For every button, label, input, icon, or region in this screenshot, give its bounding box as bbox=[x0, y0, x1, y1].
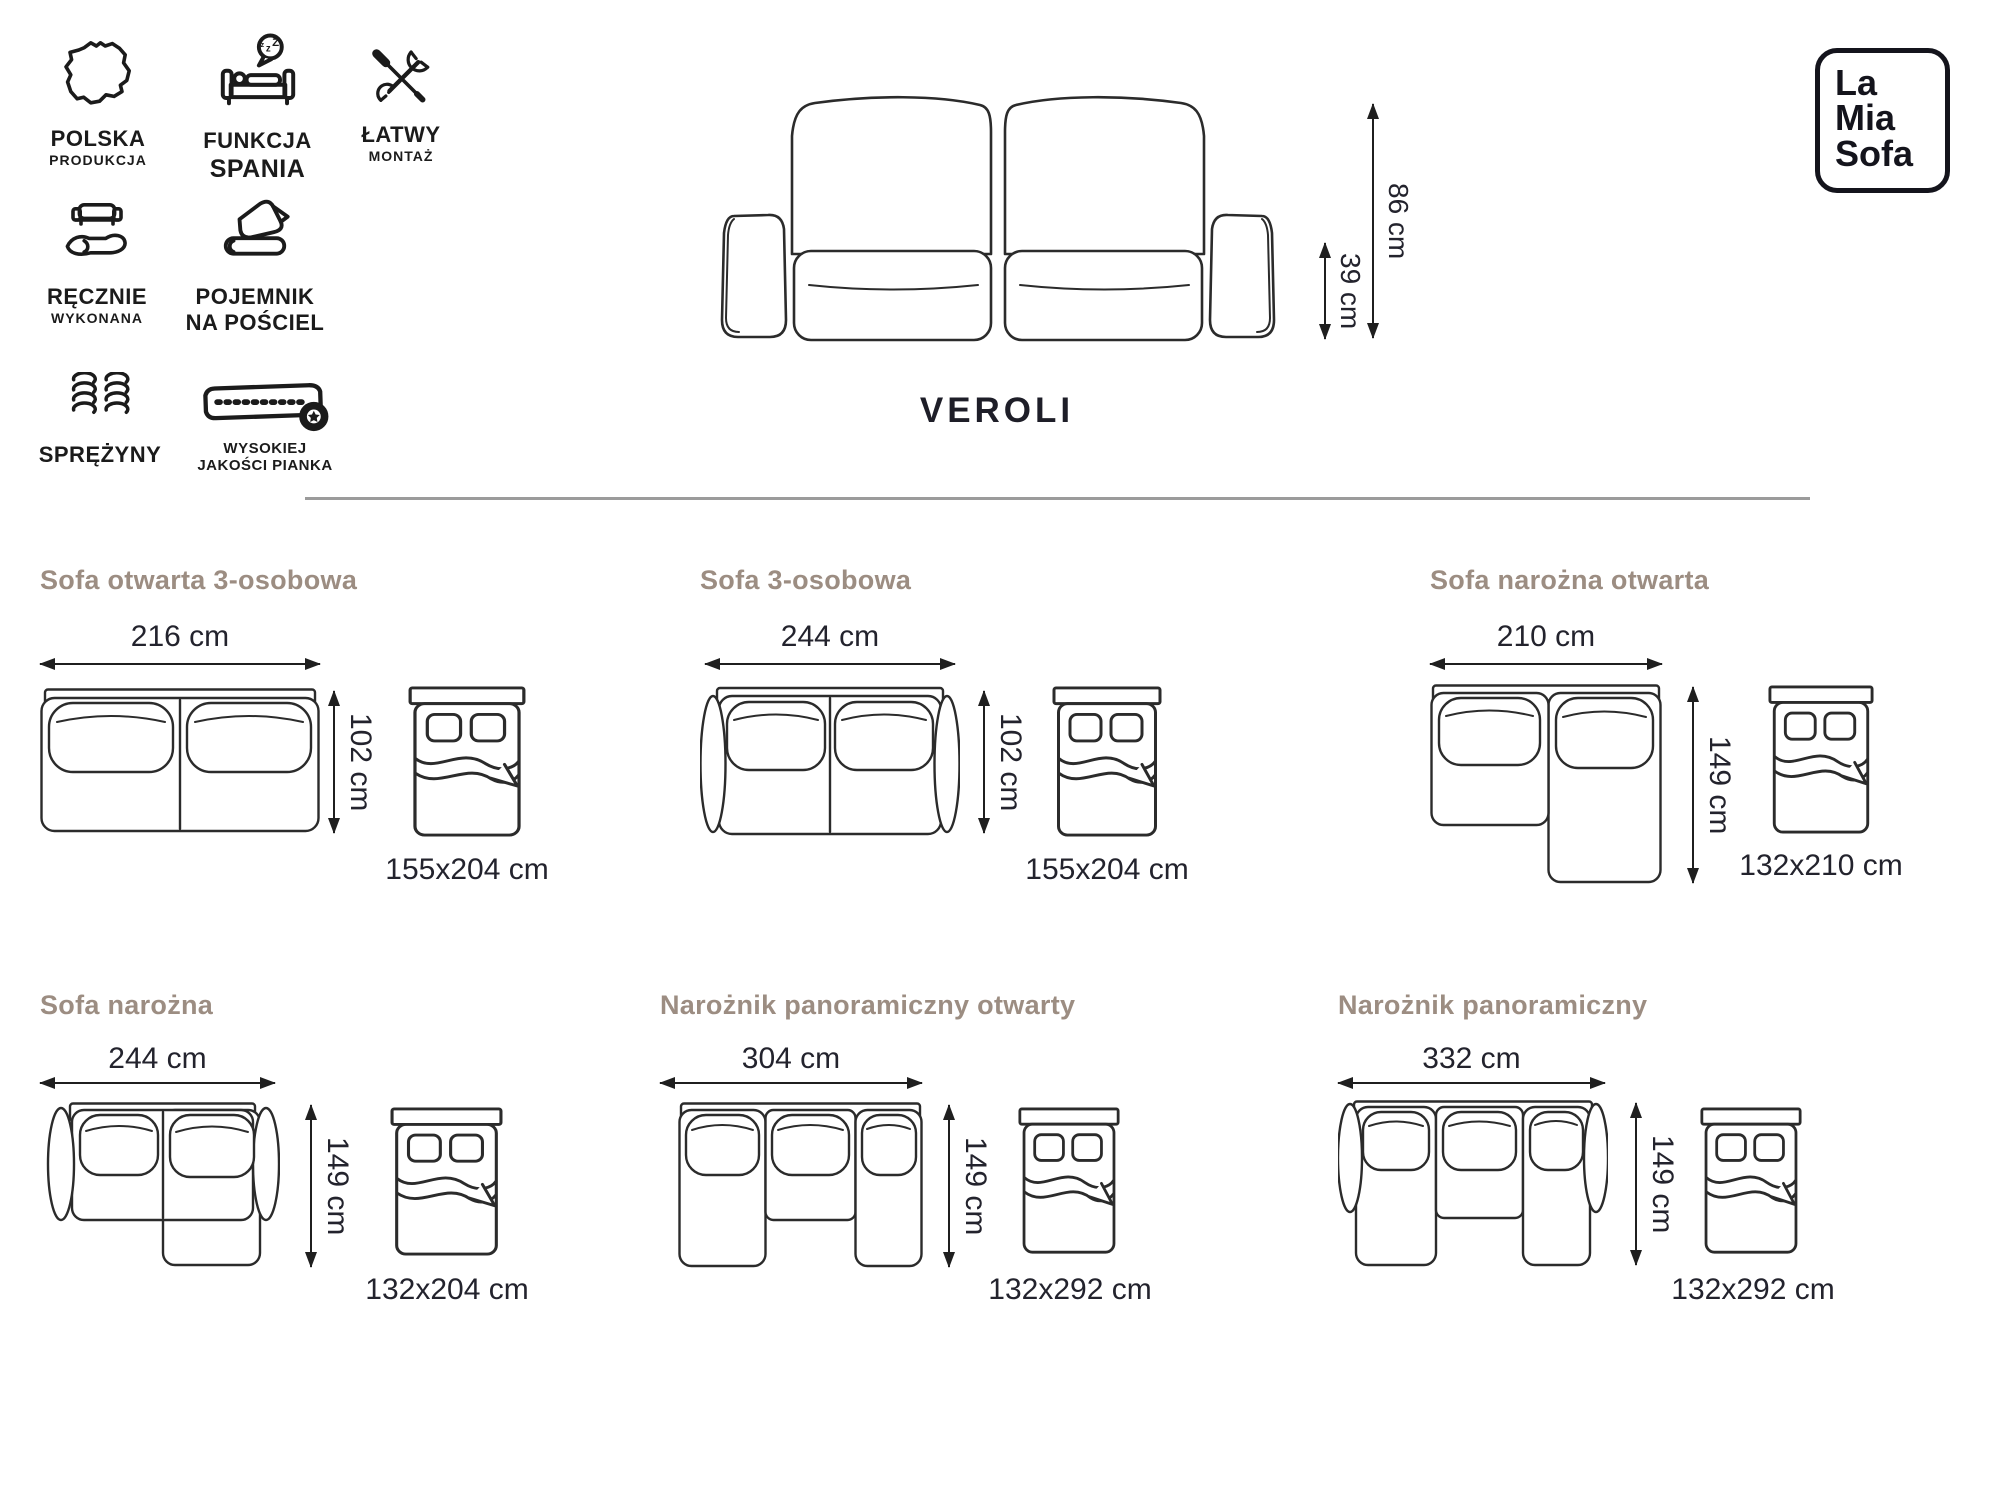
variant-sofa-narozna-otwarta bbox=[1430, 565, 1950, 905]
brand-logo-line: La bbox=[1835, 62, 1878, 103]
variant-depth-arrow bbox=[333, 691, 335, 833]
badge-sublabel: JAKOŚCI PIANKA bbox=[197, 457, 333, 474]
hero-seat-height-label: 39 cm bbox=[1335, 252, 1366, 330]
badge-polska-produkcja bbox=[28, 38, 168, 168]
badge-sublabel: MONTAŻ bbox=[368, 148, 434, 164]
product-name: VEROLI bbox=[919, 391, 1075, 430]
brand-logo-line: Sofa bbox=[1835, 132, 1914, 174]
variant-title: Sofa narożna otwarta bbox=[1430, 565, 1710, 595]
bedding-container-icon bbox=[180, 190, 330, 276]
badge-sublabel: NA POŚCIEL bbox=[185, 310, 325, 335]
variant-depth-arrow bbox=[1635, 1103, 1637, 1265]
bed-size-label: 132x292 cm bbox=[988, 1273, 1152, 1306]
hero-height-label: 86 cm bbox=[1383, 182, 1414, 260]
bed-top-view bbox=[1018, 1107, 1120, 1260]
poland-map-icon bbox=[28, 38, 168, 118]
bed-size-label: 132x292 cm bbox=[1671, 1273, 1835, 1306]
hero-sofa-front-view bbox=[712, 88, 1284, 348]
sofa-top-view bbox=[40, 688, 320, 838]
svg-text:z: z bbox=[265, 43, 271, 55]
bed-top-view bbox=[1700, 1107, 1802, 1260]
variant-width-arrow bbox=[40, 663, 320, 665]
variant-depth-label: 102 cm bbox=[994, 712, 1027, 812]
badge-label: POJEMNIK bbox=[195, 284, 315, 309]
badge-sprezyny bbox=[30, 372, 170, 468]
variant-sofa-3-osobowa bbox=[700, 565, 1220, 905]
variant-depth-arrow bbox=[948, 1105, 950, 1267]
variant-width-label: 210 cm bbox=[1496, 620, 1596, 653]
bed-top-view bbox=[390, 1107, 503, 1262]
svg-text:Z: Z bbox=[271, 37, 279, 50]
sofa-top-view bbox=[40, 1102, 280, 1273]
bed-size-label: 155x204 cm bbox=[1025, 853, 1189, 886]
variant-title: Narożnik panoramiczny bbox=[1338, 990, 1648, 1020]
badge-label: RĘCZNIE bbox=[46, 284, 148, 309]
handmade-icon bbox=[27, 196, 167, 276]
variant-width-label: 244 cm bbox=[780, 620, 880, 653]
badge-funkcja-spania bbox=[185, 32, 330, 184]
variant-title: Sofa otwarta 3-osobowa bbox=[40, 565, 358, 595]
variant-width-arrow bbox=[705, 663, 955, 665]
sofa-top-view bbox=[700, 686, 960, 841]
variant-width-arrow bbox=[40, 1082, 275, 1084]
badge-sublabel: SPANIA bbox=[209, 155, 306, 183]
variant-depth-label: 149 cm bbox=[1646, 1134, 1679, 1234]
badge-sublabel: WYKONANA bbox=[51, 310, 143, 326]
badge-latwy-montaz bbox=[331, 42, 471, 164]
variant-title: Narożnik panoramiczny otwarty bbox=[660, 990, 1076, 1020]
bed-top-view bbox=[408, 686, 526, 843]
section-divider bbox=[305, 497, 1810, 500]
badge-sublabel: PRODUKCJA bbox=[49, 152, 147, 168]
variant-depth-label: 149 cm bbox=[959, 1136, 992, 1236]
quality-foam-icon bbox=[185, 376, 345, 434]
variant-depth-label: 149 cm bbox=[1703, 735, 1736, 835]
badge-label: ŁATWY bbox=[361, 122, 441, 147]
hero-seat-height-arrow bbox=[1324, 243, 1326, 339]
badge-pojemnik-na-posciel bbox=[180, 190, 330, 336]
svg-text:z: z bbox=[260, 41, 264, 49]
brand-logo-line: Mia bbox=[1835, 97, 1896, 139]
sofa-top-view bbox=[678, 1102, 923, 1273]
badge-wysokiej-jakosci-pianka bbox=[185, 376, 345, 474]
bed-size-label: 155x204 cm bbox=[385, 853, 549, 886]
bed-size-label: 132x204 cm bbox=[365, 1273, 529, 1306]
variant-width-arrow bbox=[1430, 663, 1662, 665]
variant-depth-arrow bbox=[1692, 687, 1694, 883]
badge-label: FUNKCJA bbox=[203, 128, 312, 153]
variant-naroznik-panoramiczny bbox=[1338, 990, 1858, 1330]
variant-naroznik-panoramiczny-otwarty bbox=[660, 990, 1180, 1330]
badge-label: POLSKA bbox=[50, 126, 146, 151]
brand-logo bbox=[1815, 48, 1950, 193]
badge-label: WYSOKIEJ bbox=[223, 440, 307, 457]
variant-width-arrow bbox=[660, 1082, 922, 1084]
bed-top-view bbox=[1052, 686, 1162, 843]
variant-depth-label: 102 cm bbox=[344, 712, 377, 812]
variant-depth-label: 149 cm bbox=[321, 1136, 354, 1236]
badge-recznie-wykonana bbox=[27, 196, 167, 326]
bed-size-label: 132x210 cm bbox=[1739, 849, 1903, 882]
variant-width-label: 244 cm bbox=[108, 1042, 207, 1075]
variant-title: Sofa 3-osobowa bbox=[700, 565, 912, 595]
variant-width-arrow bbox=[1338, 1082, 1605, 1084]
variant-depth-arrow bbox=[983, 691, 985, 833]
sofa-top-view bbox=[1338, 1100, 1608, 1273]
variant-width-label: 304 cm bbox=[741, 1042, 841, 1075]
variant-sofa-otwarta-3-osobowa bbox=[40, 565, 560, 905]
springs-icon bbox=[30, 372, 170, 434]
sofa-top-view bbox=[1430, 684, 1662, 889]
variant-width-label: 332 cm bbox=[1422, 1042, 1521, 1075]
bed-top-view bbox=[1768, 685, 1874, 840]
sleep-function-icon bbox=[185, 32, 330, 120]
hero-height-arrow bbox=[1372, 104, 1374, 338]
variant-width-label: 216 cm bbox=[130, 620, 230, 653]
easy-assembly-icon bbox=[331, 42, 471, 114]
variant-sofa-narozna bbox=[40, 990, 560, 1330]
badge-label: SPRĘŻYNY bbox=[38, 442, 162, 467]
variant-title: Sofa narożna bbox=[40, 990, 214, 1020]
variant-depth-arrow bbox=[310, 1105, 312, 1267]
